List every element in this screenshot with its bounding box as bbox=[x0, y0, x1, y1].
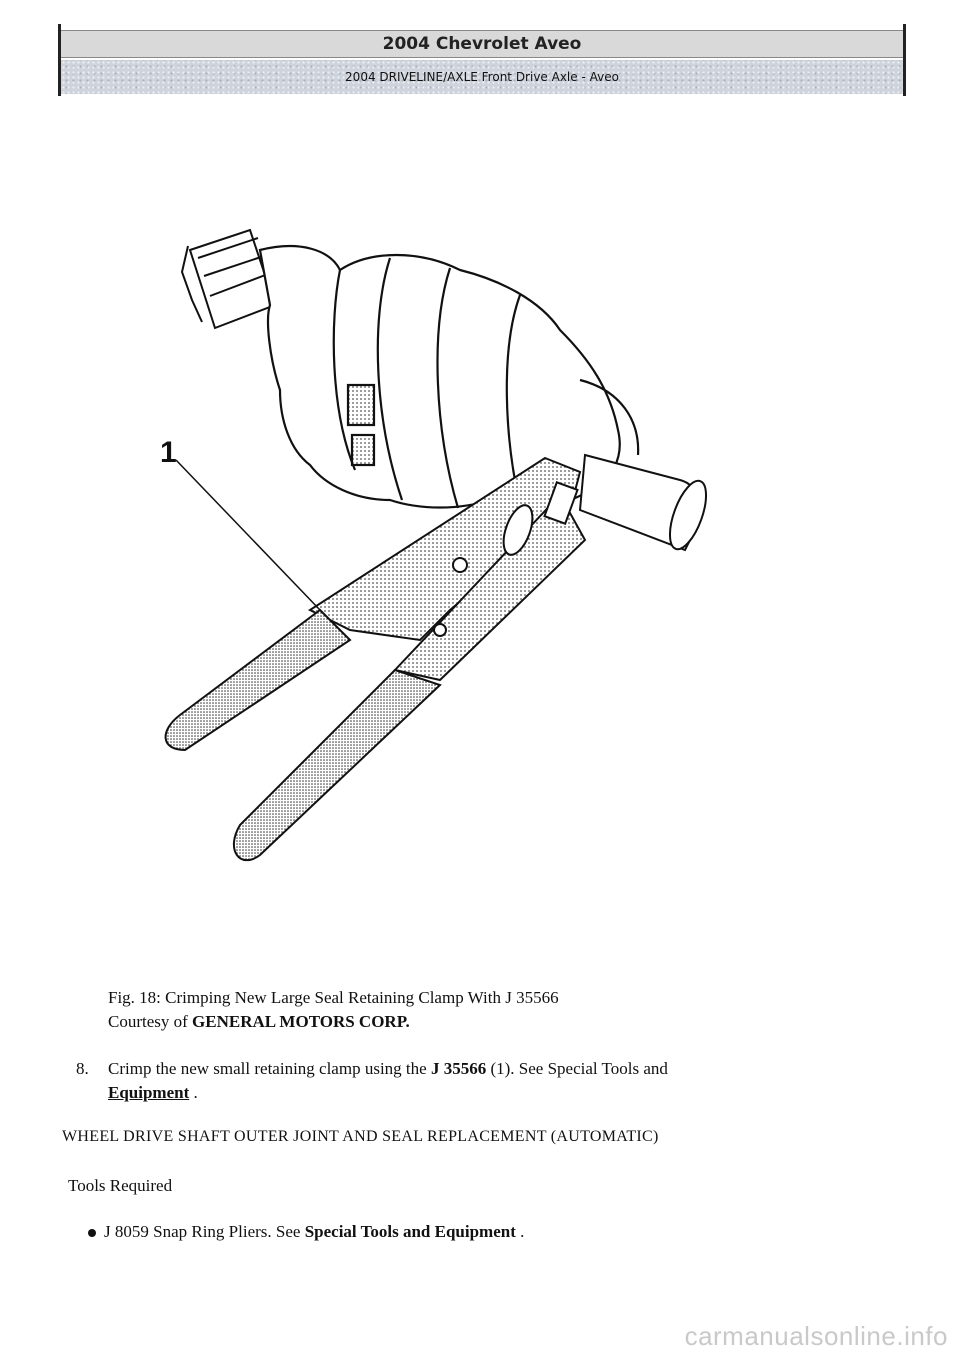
page-header bbox=[58, 24, 906, 96]
caption-prefix: Courtesy of bbox=[108, 1012, 193, 1031]
tool-list-item bbox=[88, 1222, 524, 1242]
step-number: 8. bbox=[76, 1059, 89, 1078]
step-text-before: Crimp the new small retaining clamp using the bbox=[108, 1059, 431, 1078]
pliers bbox=[166, 458, 585, 860]
tool-text: J 8059 Snap Ring Pliers. See bbox=[104, 1222, 305, 1241]
tool-link[interactable]: Special Tools and Equipment bbox=[304, 1222, 516, 1241]
callout-leader bbox=[176, 460, 320, 610]
figure-caption bbox=[108, 986, 559, 1034]
step-tool: J 35566 bbox=[430, 1059, 487, 1078]
cv-boot bbox=[260, 246, 638, 508]
axle-splines bbox=[182, 230, 275, 328]
header-title: 2004 Chevrolet Aveo bbox=[61, 30, 903, 58]
step-link-line1[interactable]: Special Tools and bbox=[547, 1059, 668, 1078]
section-title: WHEEL DRIVE SHAFT OUTER JOINT AND SEAL REPLACEMENT (AUTOMATIC) bbox=[62, 1128, 659, 1145]
watermark: carmanualsonline.info bbox=[684, 1321, 948, 1351]
tool-end: . bbox=[515, 1222, 525, 1241]
header-subtitle: 2004 DRIVELINE/AXLE Front Drive Axle - Aveo bbox=[61, 60, 903, 94]
caption-line-1: Fig. 18: Crimping New Large Seal Retaining Clamp With J 35566 bbox=[108, 988, 559, 1007]
step-text-after: (1). See bbox=[486, 1059, 548, 1078]
tools-heading: Tools Required bbox=[68, 1176, 173, 1195]
step-text bbox=[108, 1057, 876, 1105]
callout-label: 1 bbox=[160, 436, 177, 469]
step-period: . bbox=[189, 1083, 198, 1102]
crimping-figure bbox=[140, 210, 720, 880]
caption-company: GENERAL MOTORS CORP. bbox=[192, 1012, 410, 1031]
step-8 bbox=[76, 1057, 876, 1105]
bullet-icon bbox=[88, 1229, 96, 1237]
step-link-equipment[interactable]: Equipment bbox=[108, 1083, 190, 1102]
caption-line-2 bbox=[108, 1010, 559, 1034]
outer-shaft bbox=[580, 455, 713, 554]
